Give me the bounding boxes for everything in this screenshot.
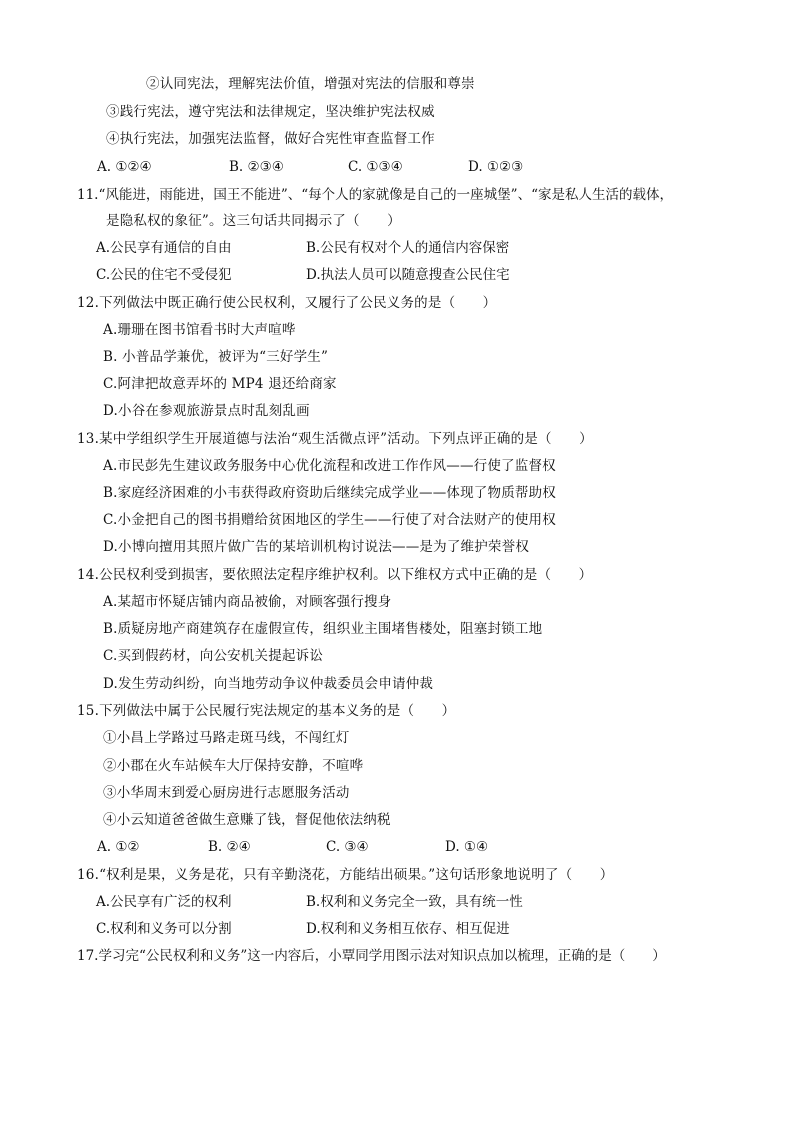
- q14-option-b[interactable]: B.质疑房地产商建筑存在虚假宣传，组织业主围堵售楼处，阻塞封锁工地: [103, 621, 543, 637]
- q10-option-a[interactable]: A. ①②④: [97, 159, 152, 175]
- q14-option-c[interactable]: C.买到假药材，向公安机关提起诉讼: [103, 648, 324, 664]
- q15-option-d[interactable]: D. ①④: [445, 839, 489, 855]
- q11-option-b[interactable]: B.公民有权对个人的通信内容保密: [306, 240, 510, 256]
- q12-option-a[interactable]: A.珊珊在图书馆看书时大声喧哗: [103, 322, 296, 338]
- q15-option-a[interactable]: A. ①②: [97, 839, 140, 855]
- q15-item-1: ①小昌上学路过马路走斑马线，不闯红灯: [103, 730, 350, 746]
- q13-stem: 13.某中学组织学生开展道德与法治“观生活微点评”活动。下列点评正确的是（ ）: [77, 431, 593, 447]
- q11-option-c[interactable]: C.公民的住宅不受侵犯: [96, 267, 232, 283]
- q10-item-4: ④执行宪法，加强宪法监督，做好合宪性审查监督工作: [106, 131, 435, 147]
- q15-item-3: ③小华周末到爱心厨房进行志愿服务活动: [103, 785, 350, 801]
- q10-option-c[interactable]: C. ①③④: [348, 159, 403, 175]
- q15-stem: 15.下列做法中属于公民履行宪法规定的基本义务的是（ ）: [77, 703, 456, 719]
- q14-stem: 14.公民权利受到损害，要依照法定程序维护权利。以下维权方式中正确的是（ ）: [77, 567, 593, 583]
- q11-option-d[interactable]: D.执法人员可以随意搜查公民住宅: [306, 267, 510, 283]
- q11-stem-line-1: 11.“风能进，雨能进，国王不能进”、“每个人的家就像是自己的一座城堡”、“家是私人生活的载体，: [77, 187, 673, 203]
- q14-option-a[interactable]: A.某超市怀疑店铺内商品被偷，对顾客强行搜身: [103, 594, 392, 610]
- q11-stem-line-2: 是隐私权的象征”。这三句话共同揭示了（ ）: [106, 213, 401, 229]
- q15-item-4: ④小云知道爸爸做生意赚了钱，督促他依法纳税: [103, 812, 391, 828]
- q10-item-3: ③践行宪法，遵守宪法和法律规定，坚决维护宪法权威: [106, 104, 435, 120]
- q13-option-b[interactable]: B.家庭经济困难的小韦获得政府资助后继续完成学业——体现了物质帮助权: [103, 485, 557, 501]
- q12-option-d[interactable]: D.小谷在参观旅游景点时乱刻乱画: [103, 403, 310, 419]
- q16-option-b[interactable]: B.权利和义务完全一致，具有统一性: [306, 894, 523, 910]
- q16-option-d[interactable]: D.权利和义务相互依存、相互促进: [306, 921, 510, 937]
- q14-option-d[interactable]: D.发生劳动纠纷，向当地劳动争议仲裁委员会申请仲裁: [103, 676, 434, 692]
- q15-option-b[interactable]: B. ②④: [208, 839, 251, 855]
- q12-option-b[interactable]: B. 小普品学兼优，被评为“三好学生”: [103, 349, 329, 365]
- q11-option-a[interactable]: A.公民享有通信的自由: [96, 240, 232, 256]
- q12-stem: 12.下列做法中既正确行使公民权利，又履行了公民义务的是（ ）: [77, 295, 497, 311]
- q15-option-c[interactable]: C. ③④: [326, 839, 369, 855]
- q16-option-c[interactable]: C.权利和义务可以分割: [96, 921, 232, 937]
- q16-option-a[interactable]: A.公民享有广泛的权利: [96, 894, 232, 910]
- q13-option-a[interactable]: A.市民彭先生建议政务服务中心优化流程和改进工作作风——行使了监督权: [103, 458, 556, 474]
- q17-stem: 17.学习完“公民权利和义务”这一内容后，小覃同学用图示法对知识点加以梳理，正确的是（ ）: [77, 948, 666, 964]
- q13-option-d[interactable]: D.小博向擅用其照片做广告的某培训机构讨说法——是为了维护荣誉权: [103, 539, 530, 555]
- q10-option-d[interactable]: D. ①②③: [468, 159, 524, 175]
- q10-item-2: ②认同宪法，理解宪法价值，增强对宪法的信服和尊崇: [146, 76, 475, 92]
- q10-option-b[interactable]: B. ②③④: [229, 159, 284, 175]
- q15-item-2: ②小郡在火车站候车大厅保持安静，不喧哗: [103, 758, 364, 774]
- q16-stem: 16.“权利是果，义务是花，只有辛勤浇花，方能结出硕果。”这句话形象地说明了（ ）: [77, 867, 614, 883]
- q12-option-c[interactable]: C.阿津把故意弄坏的 MP4 退还给商家: [103, 376, 337, 392]
- q13-option-c[interactable]: C.小金把自己的图书捐赠给贫困地区的学生——行使了对合法财产的使用权: [103, 512, 556, 528]
